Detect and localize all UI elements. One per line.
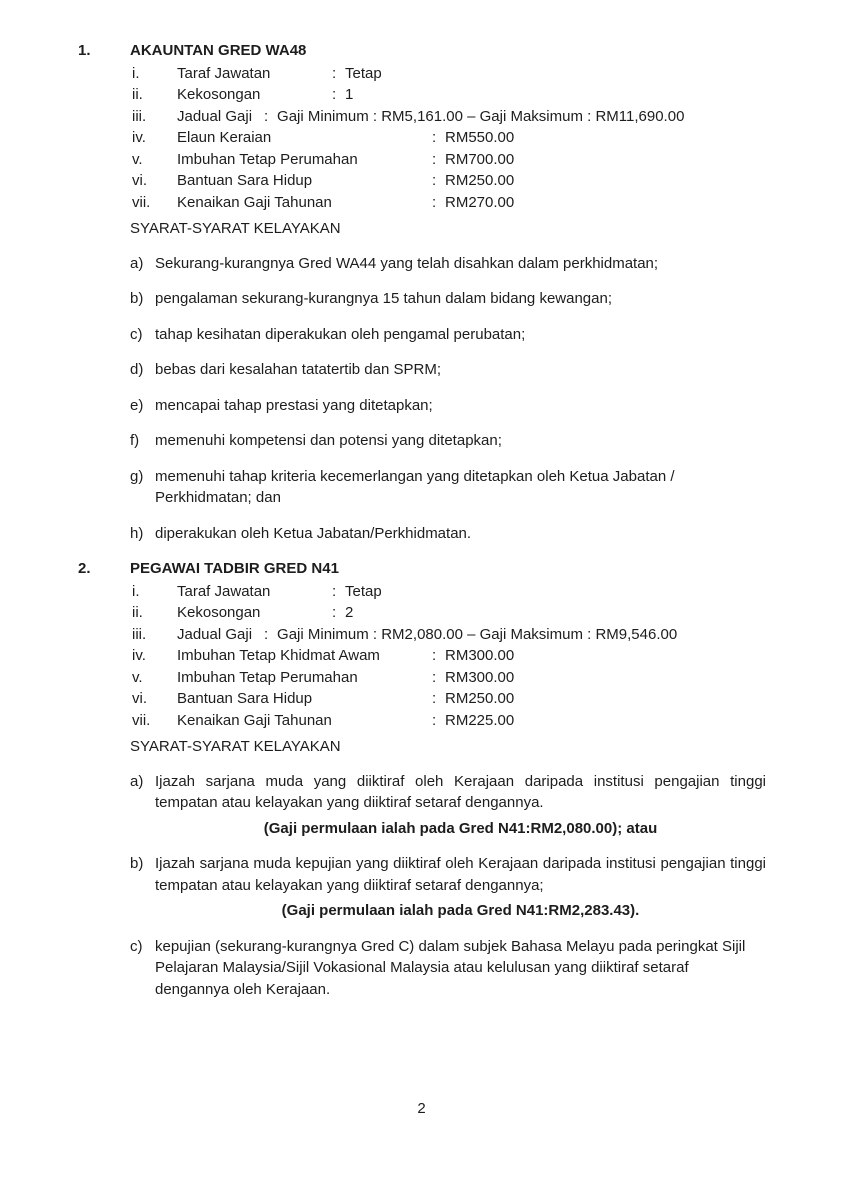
detail-label: Taraf Jawatan: [177, 64, 271, 82]
detail-label: Bantuan Sara Hidup: [177, 172, 313, 189]
detail-value: RM300.00: [445, 647, 515, 664]
requirement-item: [130, 430, 766, 452]
section-title: AKAUNTAN GRED WA48: [130, 42, 307, 59]
detail-colon: :: [432, 129, 437, 146]
detail-value: 2: [345, 604, 354, 621]
detail-colon: :: [332, 604, 337, 621]
requirement-text: Ijazah sarjana muda yang diiktiraf oleh Kerajaan daripada institusi pengajian tinggi tempatan atau kelayakan yang diiktiraf setaraf dengannya.: [155, 772, 766, 811]
requirement-item: [130, 523, 766, 545]
requirement-marker: f): [130, 432, 140, 449]
detail-label: Jadual Gaji: [177, 107, 253, 125]
detail-value: 1: [345, 86, 354, 103]
detail-roman-numeral: v.: [132, 668, 143, 686]
requirement-item: [130, 288, 766, 310]
detail-colon: :: [432, 172, 437, 189]
detail-list: [132, 63, 843, 214]
requirement-item: [130, 853, 766, 922]
detail-label: Imbuhan Tetap Khidmat Awam: [177, 647, 380, 664]
requirement-text: Sekurang-kurangnya Gred WA44 yang telah disahkan dalam perkhidmatan;: [155, 254, 659, 272]
detail-row: [132, 192, 843, 214]
requirement-item: [130, 466, 766, 509]
eligibility-title: SYARAT-SYARAT KELAYAKAN: [130, 220, 341, 237]
detail-value: RM300.00: [445, 668, 515, 686]
requirement-item: [130, 936, 766, 1001]
detail-roman-numeral: v.: [132, 150, 143, 168]
detail-label: Imbuhan Tetap Perumahan: [177, 150, 358, 168]
requirement-marker: c): [130, 937, 143, 955]
section-number: 1.: [78, 42, 91, 59]
requirement-item: [130, 359, 766, 381]
detail-row: [132, 602, 843, 624]
detail-row: [132, 624, 843, 646]
detail-label: Elaun Keraian: [177, 129, 272, 146]
detail-colon: :: [264, 625, 269, 643]
section-title: PEGAWAI TADBIR GRED N41: [130, 560, 339, 577]
detail-value: RM225.00: [445, 711, 515, 729]
requirement-item: [130, 253, 766, 275]
detail-roman-numeral: ii.: [132, 86, 143, 103]
detail-roman-numeral: iii.: [132, 107, 147, 125]
requirement-marker: g): [130, 467, 144, 485]
detail-roman-numeral: i.: [132, 582, 140, 600]
requirement-text: memenuhi tahap kriteria kecemerlangan yang ditetapkan oleh Ketua Jabatan / Perkhidmatan; dan: [155, 467, 675, 506]
detail-roman-numeral: vii.: [132, 193, 151, 211]
detail-colon: :: [432, 150, 437, 168]
detail-label: Jadual Gaji: [177, 625, 253, 643]
detail-value: Tetap: [345, 582, 382, 600]
section-number: 2.: [78, 560, 91, 577]
requirement-item: [130, 771, 766, 840]
eligibility-title: SYARAT-SYARAT KELAYAKAN: [130, 738, 341, 755]
detail-row: [132, 710, 843, 732]
section-akauntan: [0, 40, 843, 544]
requirement-text: pengalaman sekurang-kurangnya 15 tahun dalam bidang kewangan;: [155, 290, 612, 307]
detail-label: Kekosongan: [177, 86, 261, 103]
requirement-marker: b): [130, 290, 144, 307]
detail-row: [132, 84, 843, 106]
detail-label: Imbuhan Tetap Perumahan: [177, 668, 358, 686]
detail-row: [132, 170, 843, 192]
detail-label: Taraf Jawatan: [177, 582, 271, 600]
requirement-marker: a): [130, 772, 144, 790]
detail-colon: :: [432, 193, 437, 211]
detail-colon: :: [432, 668, 437, 686]
detail-value: Gaji Minimum : RM2,080.00 – Gaji Maksimum : RM9,546.00: [277, 625, 678, 643]
requirement-text: memenuhi kompetensi dan potensi yang ditetapkan;: [155, 432, 502, 449]
detail-value: RM700.00: [445, 150, 515, 168]
salary-note: (Gaji permulaan ialah pada Gred N41:RM2,080.00); atau: [263, 819, 658, 837]
detail-roman-numeral: iii.: [132, 625, 147, 643]
salary-note: (Gaji permulaan ialah pada Gred N41:RM2,283.43).: [281, 902, 640, 919]
detail-label: Kenaikan Gaji Tahunan: [177, 711, 332, 729]
detail-value: RM270.00: [445, 193, 515, 211]
section-header: [78, 558, 843, 580]
detail-row: [132, 688, 843, 710]
detail-roman-numeral: vi.: [132, 172, 147, 189]
requirement-text: Ijazah sarjana muda kepujian yang diiktiraf oleh Kerajaan daripada institusi pengajian tinggi tempatan atau kelayakan yang diiktiraf setaraf dengannya;: [155, 855, 766, 894]
detail-label: Kekosongan: [177, 604, 261, 621]
detail-value: RM250.00: [445, 690, 515, 707]
detail-row: [132, 106, 843, 128]
detail-roman-numeral: vii.: [132, 711, 151, 729]
requirement-text: kepujian (sekurang-kurangnya Gred C) dalam subjek Bahasa Melayu pada peringkat Sijil Pelajaran Malaysia/Sijil Vokasional Malaysia atau kelulusan yang diiktiraf setaraf dengannya oleh Kerajaan.: [155, 937, 746, 998]
detail-value: Tetap: [345, 64, 382, 82]
detail-colon: :: [332, 64, 337, 82]
detail-colon: :: [432, 647, 437, 664]
section-header: [78, 40, 843, 62]
requirement-marker: e): [130, 396, 144, 414]
detail-roman-numeral: vi.: [132, 690, 147, 707]
detail-label: Kenaikan Gaji Tahunan: [177, 193, 332, 211]
requirement-marker: c): [130, 325, 143, 343]
detail-row: [132, 149, 843, 171]
detail-row: [132, 63, 843, 85]
detail-colon: :: [332, 582, 337, 600]
detail-row: [132, 667, 843, 689]
detail-value: Gaji Minimum : RM5,161.00 – Gaji Maksimum : RM11,690.00: [277, 107, 685, 125]
requirement-marker: b): [130, 855, 144, 872]
requirement-marker: d): [130, 361, 144, 378]
detail-row: [132, 645, 843, 667]
detail-colon: :: [432, 711, 437, 729]
requirement-text: diperakukan oleh Ketua Jabatan/Perkhidmatan.: [155, 524, 472, 542]
requirement-text: tahap kesihatan diperakukan oleh pengamal perubatan;: [155, 325, 526, 343]
requirement-text: mencapai tahap prestasi yang ditetapkan;: [155, 396, 433, 414]
detail-roman-numeral: i.: [132, 64, 140, 82]
requirement-marker: h): [130, 524, 144, 542]
detail-colon: :: [332, 86, 337, 103]
detail-list: [132, 581, 843, 732]
requirement-marker: a): [130, 254, 144, 272]
requirement-item: [130, 324, 766, 346]
detail-row: [132, 581, 843, 603]
section-pegawai-tadbir: [0, 558, 843, 1000]
detail-colon: :: [264, 107, 269, 125]
requirement-item: [130, 395, 766, 417]
detail-value: RM250.00: [445, 172, 515, 189]
detail-row: [132, 127, 843, 149]
requirement-text: bebas dari kesalahan tatatertib dan SPRM;: [155, 361, 442, 378]
page-number: 2: [417, 1100, 426, 1117]
detail-colon: :: [432, 690, 437, 707]
detail-roman-numeral: iv.: [132, 129, 146, 146]
detail-roman-numeral: ii.: [132, 604, 143, 621]
detail-value: RM550.00: [445, 129, 515, 146]
detail-label: Bantuan Sara Hidup: [177, 690, 313, 707]
detail-roman-numeral: iv.: [132, 647, 146, 664]
